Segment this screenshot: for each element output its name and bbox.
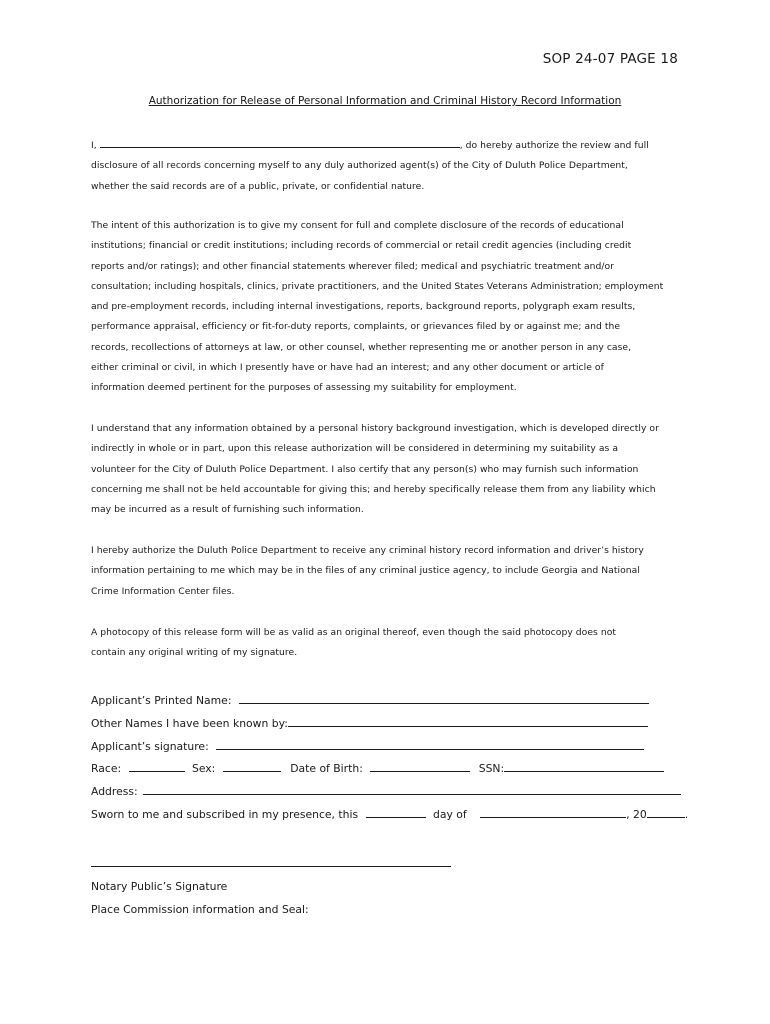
paragraph-line: A photocopy of this release form will be as valid as an original thereof, even though the said photocopy does not	[91, 627, 617, 638]
applicant-signature-label: Applicant’s signature:	[91, 739, 209, 753]
other-names-label: Other Names I have been known by:	[91, 716, 288, 730]
photocopy-paragraph	[91, 623, 683, 664]
paragraph-line: disclosure of all records concerning myself to any duly authorized agent(s) of the City of Duluth Police Department,	[91, 160, 628, 172]
year-prefix: , 20	[626, 807, 647, 821]
year-suffix: .	[684, 807, 689, 821]
paragraph-line: I understand that any information obtained by a personal history background investigation, which is developed directly or	[91, 423, 659, 434]
paragraph-line: performance appraisal, efficiency or fit-for-duty reports, complaints, or grievances filed by or against me; and the	[91, 321, 621, 333]
paragraph-line: reports and/or ratings); and other financial statements wherever filed; medical and psychiatric treatment and/or	[91, 260, 615, 272]
notary-commission-label: Place Commission information and Seal:	[91, 902, 309, 916]
paragraph-line: information deemed pertinent for the purposes of assessing my suitability for employment.	[91, 382, 517, 394]
sex-label: Sex:	[191, 762, 216, 776]
paragraph-line: whether the said records are of a public, private, or confidential nature.	[91, 180, 425, 192]
understanding-paragraph	[91, 419, 683, 520]
sworn-label: Sworn to me and subscribed in my presence, this	[91, 807, 359, 821]
notary-signature-label: Notary Public’s Signature	[91, 880, 228, 893]
sex-field[interactable]	[223, 760, 281, 772]
sworn-row	[91, 806, 691, 829]
paragraph-line: may be incurred as a result of furnishing such information.	[91, 504, 364, 516]
criminal-history-paragraph	[91, 541, 683, 602]
paragraph-line	[91, 135, 683, 156]
applicant-signature-field[interactable]	[216, 738, 644, 750]
page-header-label: SOP 24-07 PAGE 18	[542, 51, 678, 67]
paragraph-line: I hereby authorize the Duluth Police Department to receive any criminal history record information and driver’s history	[91, 545, 644, 556]
paragraph-line: institutions; financial or credit institutions; including records of commercial or retail credit agencies (including credit	[91, 240, 632, 252]
race-field[interactable]	[129, 760, 185, 772]
paragraph-line: consultation; including hospitals, clinics, private practitioners, and the United States Veterans Administration; employment	[91, 280, 664, 292]
signature-row	[91, 738, 691, 761]
document-title: Authorization for Release of Personal Information and Criminal History Record Information	[148, 95, 622, 107]
paragraph-text: I,	[91, 140, 97, 151]
notary-signature-line[interactable]	[91, 866, 451, 867]
printed-name-label: Applicant’s Printed Name:	[91, 694, 232, 707]
other-names-row	[91, 715, 691, 738]
paragraph-line: Crime Information Center files.	[91, 585, 235, 597]
paragraph-line: either criminal or civil, in which I presently have or have had an interest; and any other document or article of	[91, 362, 604, 374]
notary-section	[91, 876, 309, 921]
demographics-row	[91, 760, 691, 783]
paragraph-line: volunteer for the City of Duluth Police Department. I also certify that any person(s) who may furnish such information	[91, 463, 639, 475]
race-label: Race:	[91, 762, 122, 776]
paragraph-line: concerning me shall not be held accountable for giving this; and hereby specifically release them from any liability which	[91, 483, 656, 495]
paragraph-line: The intent of this authorization is to give my consent for full and complete disclosure of the records of educational	[91, 220, 624, 231]
authorization-paragraph	[91, 135, 683, 197]
dob-label: Date of Birth:	[290, 762, 363, 776]
paragraph-line: information pertaining to me which may be in the files of any criminal justice agency, to include Georgia and National	[91, 565, 640, 577]
ssn-label: SSN:	[478, 762, 505, 776]
paragraph-line: indirectly in whole or in part, upon this release authorization will be considered in determining my suitability as a	[91, 443, 619, 455]
printed-name-field[interactable]	[239, 692, 649, 704]
address-field[interactable]	[143, 783, 681, 795]
ssn-field[interactable]	[504, 760, 664, 772]
authorizer-name-blank[interactable]	[100, 135, 460, 148]
printed-name-row	[91, 692, 691, 715]
paragraph-line: and pre-employment records, including internal investigations, reports, background reports, polygraph exam results,	[91, 301, 636, 313]
address-row	[91, 783, 691, 806]
sworn-year-field[interactable]	[647, 806, 685, 818]
day-of-label: day of	[432, 807, 467, 821]
address-label: Address:	[91, 785, 138, 799]
other-names-field[interactable]	[288, 715, 648, 727]
intent-paragraph	[91, 216, 683, 399]
sworn-month-field[interactable]	[480, 806, 626, 818]
applicant-fields	[91, 692, 691, 829]
dob-field[interactable]	[370, 760, 470, 772]
paragraph-line: contain any original writing of my signature.	[91, 647, 298, 659]
paragraph-line: records, recollections of attorneys at law, or other counsel, whether representing me or another person in any case,	[91, 341, 632, 353]
sworn-day-field[interactable]	[366, 806, 426, 818]
paragraph-text: , do hereby authorize the review and full	[459, 140, 649, 151]
